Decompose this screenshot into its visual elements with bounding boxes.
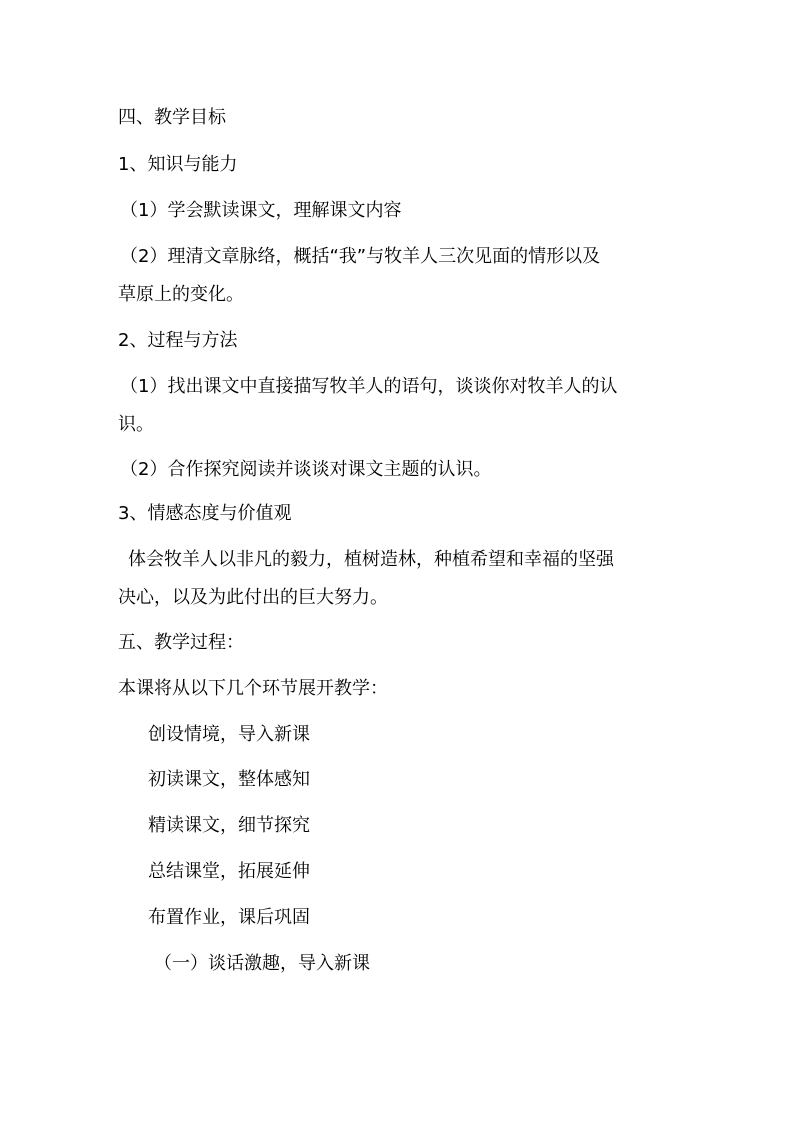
paragraph-line: 决心，以及为此付出的巨大努力。 [118,587,388,608]
list-item: 创设情境，导入新课 [148,724,310,745]
objective-item: （2）合作探究阅读并谈谈对课文主题的认识。 [120,459,492,480]
list-item: 总结课堂，拓展延伸 [148,861,310,882]
objective-heading-emotion: 3、情感态度与价值观 [118,503,292,524]
objective-item: （1）学会默读课文，理解课文内容 [120,200,402,221]
list-item: 精读课文，细节探究 [148,815,310,836]
subsection-heading: （一）谈话激趣，导入新课 [154,953,370,974]
intro-line: 本课将从以下几个环节展开教学： [118,678,388,699]
section-heading-objectives: 四、教学目标 [118,107,226,128]
objective-item: （1）找出课文中直接描写牧羊人的语句，谈谈你对牧羊人的认 [120,376,618,397]
objective-item-continuation: 识。 [118,414,154,435]
objective-item-continuation: 草原上的变化。 [118,284,244,305]
list-item: 布置作业，课后巩固 [148,907,310,928]
objective-heading-knowledge: 1、知识与能力 [118,154,238,175]
section-heading-process: 五、教学过程： [118,632,244,653]
paragraph-line: 体会牧羊人以非凡的毅力，植树造林，种植希望和幸福的坚强 [128,549,614,570]
objective-heading-process: 2、过程与方法 [118,330,238,351]
list-item: 初读课文，整体感知 [148,769,310,790]
objective-item: （2）理清文章脉络，概括“我”与牧羊人三次见面的情形以及 [120,246,601,267]
